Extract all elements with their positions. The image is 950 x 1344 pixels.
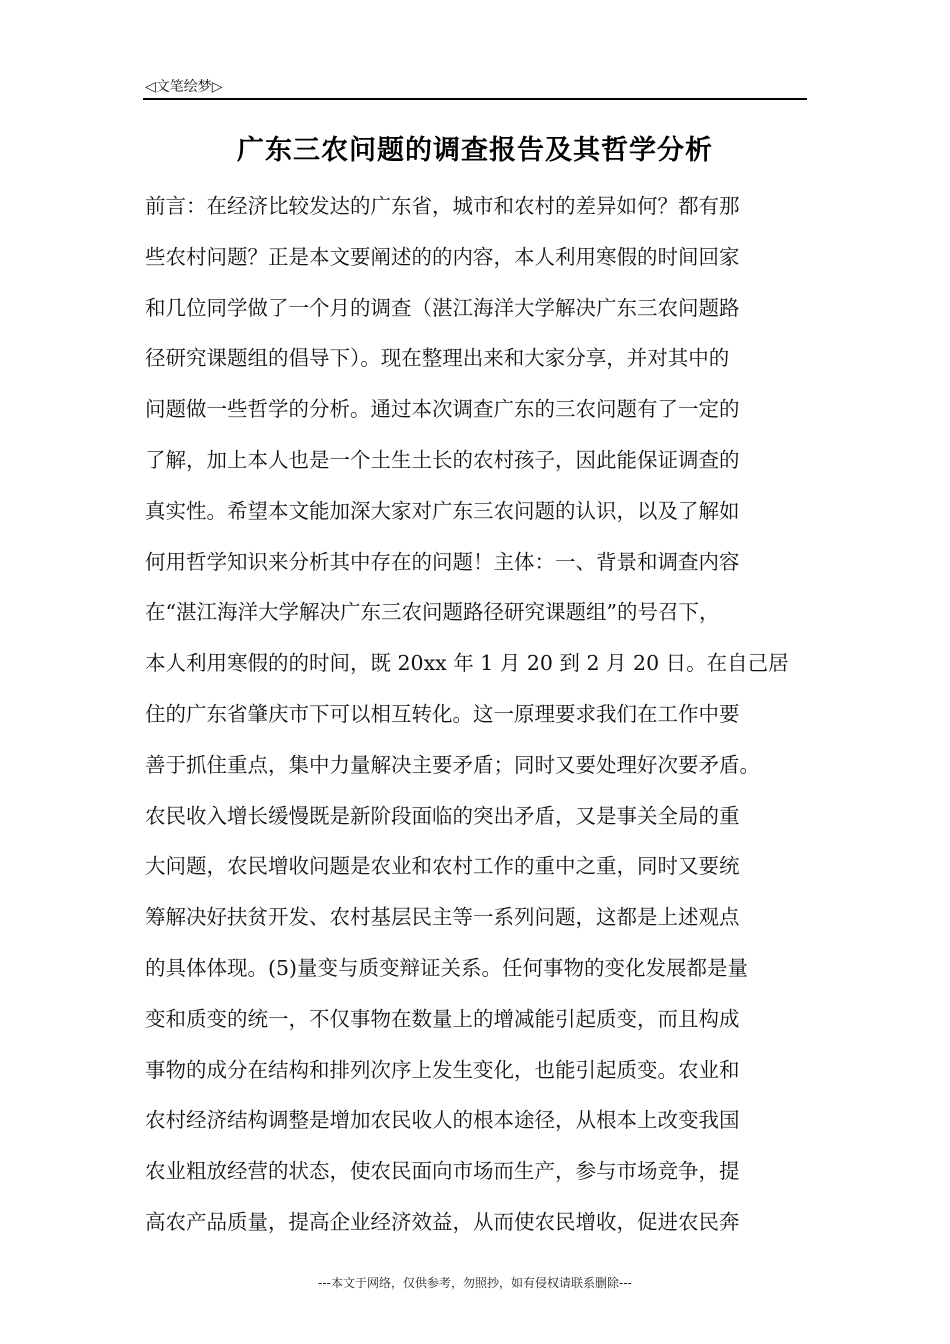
- body-line: 些农村问题？正是本文要阐述的的内容，本人利用寒假的时间回家: [145, 244, 740, 269]
- body-line: 在“湛江海洋大学解决广东三农问题路径研究课题组”的号召下，: [145, 600, 720, 625]
- body-line: 了解，加上本人也是一个土生土长的农村孩子，因此能保证调查的: [145, 447, 740, 472]
- page-header: [143, 74, 807, 100]
- header-brand: ◁文笔绘梦▷: [145, 79, 223, 95]
- body-line: 何用哲学知识来分析其中存在的问题！主体：一、背景和调查内容: [145, 549, 740, 574]
- body-line: 大问题，农民增收问题是农业和农村工作的重中之重，同时又要统: [145, 854, 740, 879]
- body-line: 径研究课题组的倡导下）。现在整理出来和大家分享，并对其中的: [145, 346, 730, 371]
- body-line: 变和质变的统一，不仅事物在数量上的增减能引起质变，而且构成: [145, 1006, 740, 1031]
- document-title: 广东三农问题的调查报告及其哲学分析: [237, 135, 713, 166]
- body-line: 筹解决好扶贫开发、农村基层民主等一系列问题，这都是上述观点: [145, 905, 740, 930]
- body-line: 农民收入增长缓慢既是新阶段面临的突出矛盾，又是事关全局的重: [145, 803, 740, 828]
- document-body: [145, 181, 825, 1248]
- body-line: 农业粗放经营的状态，使农民面向市场而生产，参与市场竞争，提: [145, 1159, 740, 1184]
- page-footer-disclaimer: ---本文于网络，仅供参考，勿照抄，如有侵权请联系删除---: [318, 1276, 632, 1290]
- body-line: 善于抓住重点，集中力量解决主要矛盾；同时又要处理好次要矛盾。: [145, 752, 760, 777]
- body-line: 的具体体现。(5)量变与质变辩证关系。任何事物的变化发展都是量: [145, 955, 749, 980]
- body-line: 事物的成分在结构和排列次序上发生变化，也能引起质变。农业和: [145, 1057, 740, 1082]
- body-line: 前言：在经济比较发达的广东省，城市和农村的差异如何？都有那: [145, 194, 740, 218]
- body-line: 农村经济结构调整是增加农民收人的根本途径，从根本上改变我国: [145, 1108, 740, 1133]
- body-line: 问题做一些哲学的分析。通过本次调查广东的三农问题有了一定的: [145, 397, 740, 422]
- body-line: 真实性。希望本文能加深大家对广东三农问题的认识，以及了解如: [145, 498, 740, 523]
- body-line: 住的广东省肇庆市下可以相互转化。这一原理要求我们在工作中要: [145, 701, 740, 726]
- body-line: 和几位同学做了一个月的调查（湛江海洋大学解决广东三农问题路: [145, 295, 740, 320]
- body-line: 本人利用寒假的的时间，既 20xx 年 1 月 20 到 2 月 20 日。在自己居: [145, 651, 789, 676]
- body-line: 高农产品质量，提高企业经济效益，从而使农民增收，促进农民奔: [145, 1209, 740, 1234]
